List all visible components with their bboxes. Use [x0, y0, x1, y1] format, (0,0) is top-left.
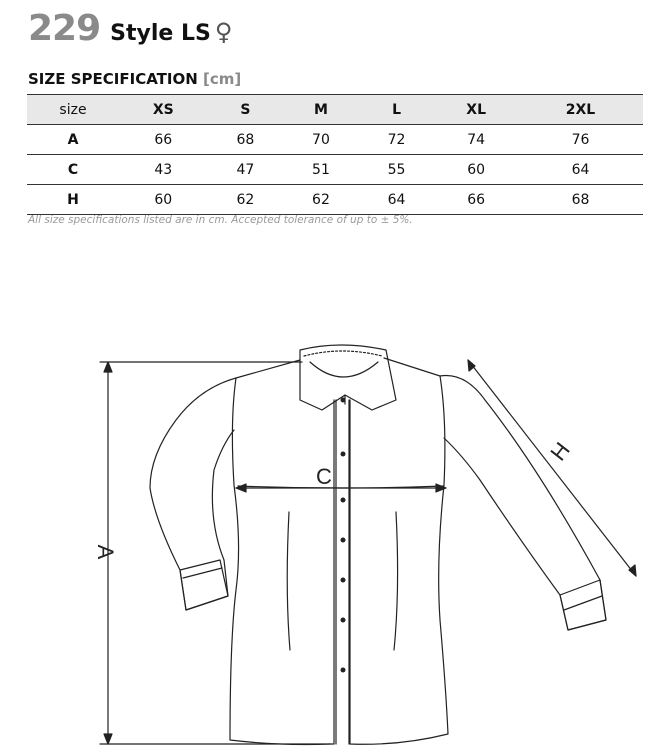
- table-cell: 47: [208, 155, 284, 185]
- tolerance-footnote: All size specifications listed are in cm. Accepted tolerance of up to ± 5%.: [28, 214, 413, 226]
- table-cell: 60: [434, 155, 518, 185]
- collar: [300, 345, 396, 410]
- size-header-l: L: [359, 95, 435, 125]
- row-label: H: [27, 185, 119, 215]
- unit-label: [cm]: [203, 70, 242, 88]
- size-header-xl: XL: [434, 95, 518, 125]
- table-cell: 68: [208, 125, 284, 155]
- table-cell: 64: [518, 155, 643, 185]
- size-table: [27, 94, 643, 215]
- dimension-a-arrow-top: [104, 362, 112, 372]
- dimension-c: [236, 464, 446, 492]
- size-header-2xl: 2XL: [518, 95, 643, 125]
- table-cell: 66: [434, 185, 518, 215]
- dimension-c-arrow-left: [236, 484, 246, 492]
- table-row-c: [27, 155, 643, 185]
- placket-buttons: [341, 398, 346, 673]
- dimension-a: [93, 362, 330, 744]
- table-row-a: [27, 125, 643, 155]
- table-cell: 68: [518, 185, 643, 215]
- row-label: A: [27, 125, 119, 155]
- button: [341, 498, 346, 503]
- page-header: [28, 8, 232, 49]
- table-row-h: [27, 185, 643, 215]
- table-cell: 76: [518, 125, 643, 155]
- section-title-text: SIZE SPECIFICATION: [28, 70, 198, 88]
- right-sleeve: [440, 376, 606, 631]
- collar-stitch: [304, 351, 382, 356]
- table-cell: 62: [283, 185, 359, 215]
- row-label: C: [27, 155, 119, 185]
- dimension-h-arrow-bottom: [629, 565, 636, 576]
- button: [341, 618, 346, 623]
- size-column-header: size: [27, 95, 119, 125]
- table-cell: 66: [119, 125, 208, 155]
- table-cell: 51: [283, 155, 359, 185]
- dimension-c-label: C: [316, 464, 332, 489]
- table-cell: 55: [359, 155, 435, 185]
- size-header-s: S: [208, 95, 284, 125]
- button: [341, 452, 346, 457]
- dimension-h-arrow-top: [468, 360, 475, 371]
- button: [341, 668, 346, 673]
- style-name: Style LS: [110, 21, 211, 46]
- table-cell: 72: [359, 125, 435, 155]
- button: [341, 538, 346, 543]
- left-dart: [287, 512, 290, 650]
- table-cell: 70: [283, 125, 359, 155]
- table-cell: 74: [434, 125, 518, 155]
- left-cuff: [180, 560, 228, 610]
- table-cell: 60: [119, 185, 208, 215]
- size-header-xs: XS: [119, 95, 208, 125]
- table-cell: 64: [359, 185, 435, 215]
- size-header-row: [27, 95, 643, 125]
- button: [341, 578, 346, 583]
- table-cell: 62: [208, 185, 284, 215]
- right-dart: [394, 512, 398, 650]
- dimension-a-arrow-bottom: [104, 734, 112, 744]
- size-specification-title: [28, 70, 241, 88]
- dimension-a-label: A: [93, 544, 118, 560]
- shirt-technical-drawing: [0, 330, 672, 756]
- size-header-m: M: [283, 95, 359, 125]
- button: [341, 398, 346, 403]
- right-cuff: [560, 580, 606, 630]
- collar-inner: [310, 362, 378, 404]
- shirt-body-outline: [230, 358, 448, 745]
- table-cell: 43: [119, 155, 208, 185]
- dimension-h-line: [468, 360, 636, 576]
- model-number: 229: [28, 8, 101, 49]
- female-symbol-icon: ♀: [214, 18, 233, 46]
- dimension-h-label: H: [545, 437, 575, 466]
- dimension-h: [468, 360, 636, 576]
